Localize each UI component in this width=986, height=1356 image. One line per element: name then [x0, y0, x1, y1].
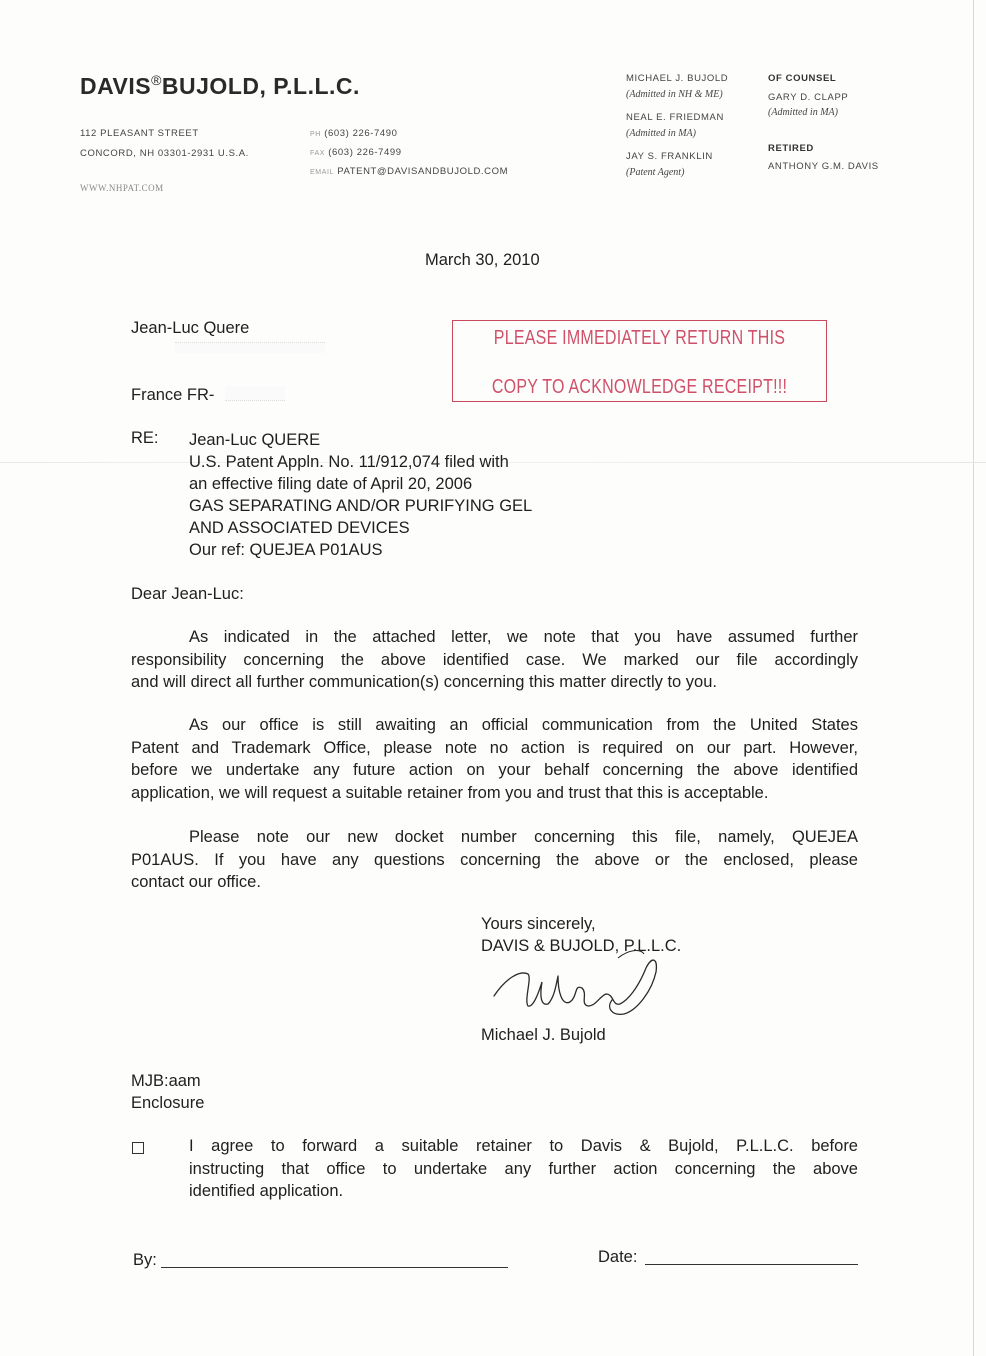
- enclosure-note: Enclosure: [131, 1094, 205, 1112]
- paragraph-line: contact our office.: [131, 873, 261, 891]
- attorney-note: (Admitted in MA): [626, 128, 696, 139]
- handwritten-signature: [488, 948, 668, 1028]
- email-row: [310, 166, 508, 177]
- stamp-line-2: COPY TO ACKNOWLEDGE RECEIPT!!!: [491, 376, 788, 398]
- phone-number: (603) 226-7490: [324, 128, 398, 139]
- attorney-note: (Patent Agent): [626, 167, 685, 178]
- signature-flourish: [618, 951, 644, 958]
- signer-name: Michael J. Bujold: [481, 1026, 606, 1044]
- paragraph-line: Patent and Trademark Office, please note no action is required on our part. However,: [131, 738, 858, 757]
- re-line: U.S. Patent Appln. No. 11/912,074 filed with: [189, 453, 509, 471]
- stamp-line-1: PLEASE IMMEDIATELY RETURN THIS: [493, 327, 786, 349]
- re-line: Our ref: QUEJEA P01AUS: [189, 541, 383, 559]
- firm-name: [80, 72, 360, 100]
- address-line-2: CONCORD, NH 03301-2931 U.S.A.: [80, 148, 249, 159]
- retired-label: RETIRED: [768, 143, 814, 154]
- attorney-note: (Admitted in NH & ME): [626, 89, 723, 100]
- date-signature-line[interactable]: [645, 1264, 858, 1265]
- paragraph-line: application, we will request a suitable retainer from you and trust that this is acceptable.: [131, 783, 769, 802]
- paragraph-2: [131, 714, 858, 804]
- agreement-line: I agree to forward a suitable retainer to Davis & Bujold, P.L.L.C. before: [189, 1137, 858, 1155]
- date-label: Date:: [598, 1248, 638, 1266]
- paragraph-line: Please note our new docket number concerning this file, namely, QUEJEA: [189, 828, 858, 846]
- fax-label: FAX: [310, 150, 326, 157]
- acknowledge-stamp: [452, 320, 827, 402]
- page-edge: [973, 0, 974, 1356]
- typist-initials: MJB:aam: [131, 1072, 201, 1090]
- paragraph-line: As indicated in the attached letter, we note that you have assumed further: [189, 628, 858, 646]
- attorney-name: MICHAEL J. BUJOLD: [626, 73, 729, 84]
- agreement-checkbox[interactable]: [132, 1142, 144, 1154]
- attorney-name: JAY S. FRANKLIN: [626, 151, 713, 162]
- agreement-line: instructing that office to undertake any further action concerning the above: [189, 1159, 858, 1178]
- paragraph-line: As our office is still awaiting an official communication from the United States: [189, 716, 858, 734]
- retired-name: ANTHONY G.M. DAVIS: [768, 161, 879, 172]
- redacted-address: [175, 342, 325, 353]
- attorney-name: NEAL E. FRIEDMAN: [626, 112, 724, 123]
- email-address: PATENT@DAVISANDBUJOLD.COM: [337, 166, 509, 177]
- of-counsel-name: GARY D. CLAPP: [768, 92, 849, 103]
- of-counsel-note: (Admitted in MA): [768, 107, 838, 118]
- re-line: GAS SEPARATING AND/OR PURIFYING GEL: [189, 497, 533, 515]
- paragraph-1: [131, 626, 858, 694]
- agreement-line: identified application.: [189, 1182, 344, 1200]
- redacted-postcode: [225, 386, 285, 401]
- fax-row: [310, 147, 402, 158]
- re-line: Jean-Luc QUERE: [189, 431, 321, 449]
- agreement-text: [189, 1135, 858, 1203]
- paragraph-line: responsibility concerning the above identified case. We marked our file accordingly: [131, 650, 858, 669]
- paragraph-3: [131, 826, 858, 894]
- email-label: EMAIL: [310, 169, 335, 176]
- address-line-1: 112 PLEASANT STREET: [80, 128, 199, 139]
- website: WWW.NHPAT.COM: [80, 183, 164, 193]
- firm-name-part2: BUJOLD, P.L.L.C.: [161, 73, 360, 99]
- re-line: an effective filing date of April 20, 2006: [189, 475, 473, 493]
- fax-number: (603) 226-7499: [328, 147, 402, 158]
- registered-mark: ®: [151, 72, 162, 88]
- phone-label: PH: [310, 131, 321, 138]
- re-label: RE:: [131, 429, 159, 447]
- valediction: Yours sincerely,: [481, 915, 596, 933]
- paragraph-line: and will direct all further communication(s) concerning this matter directly to you.: [131, 673, 717, 691]
- re-block: [189, 429, 532, 561]
- signature-stroke: [494, 960, 656, 1014]
- paragraph-line: P01AUS. If you have any questions concerning the above or the enclosed, please: [131, 850, 858, 869]
- by-signature-line[interactable]: [161, 1267, 508, 1268]
- by-label: By:: [133, 1251, 157, 1269]
- recipient-name: Jean-Luc Quere: [131, 319, 250, 337]
- paragraph-line: before we undertake any future action on your behalf concerning the above identified: [131, 761, 858, 779]
- closing-firm: DAVIS & BUJOLD, P.L.L.C.: [481, 937, 682, 955]
- of-counsel-label: OF COUNSEL: [768, 73, 837, 84]
- recipient-country: France FR-: [131, 386, 215, 404]
- re-line: AND ASSOCIATED DEVICES: [189, 519, 410, 537]
- firm-name-part1: DAVIS: [80, 73, 152, 99]
- letter-date: March 30, 2010: [425, 251, 540, 269]
- phone-row: [310, 128, 398, 139]
- salutation: Dear Jean-Luc:: [131, 585, 244, 603]
